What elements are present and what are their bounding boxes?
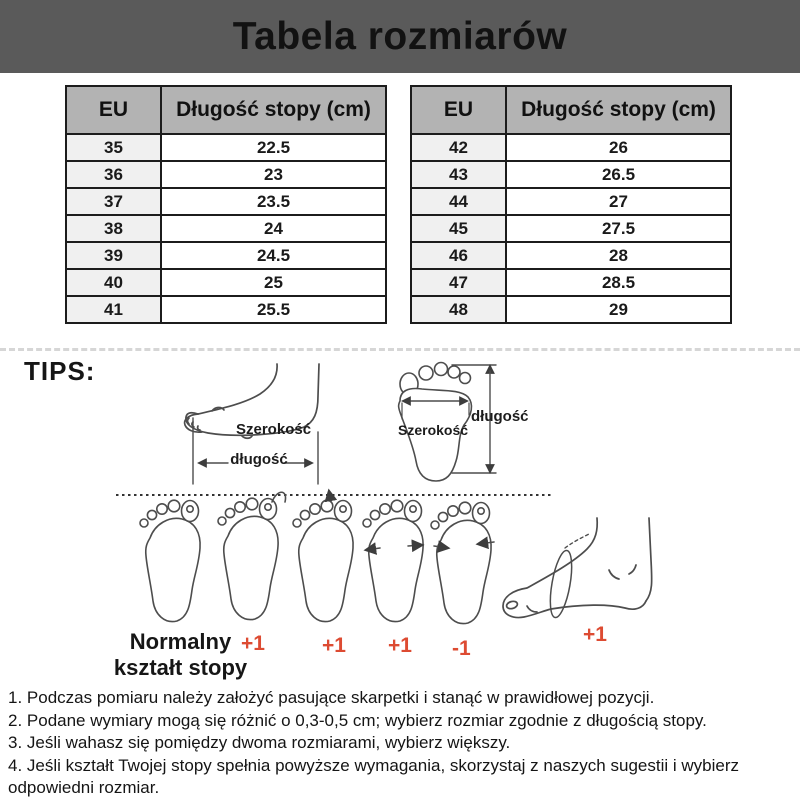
- foot-length-cell: 25.5: [161, 296, 386, 323]
- foot-shapes-illustration: [112, 486, 668, 638]
- table-row: [66, 269, 386, 296]
- foot-length-cell: 26: [506, 134, 731, 161]
- eu-size-cell: 48: [411, 296, 506, 323]
- table-row: [66, 296, 386, 323]
- table-row: [411, 269, 731, 296]
- table-row: [66, 188, 386, 215]
- foot-length-cell: 28: [506, 242, 731, 269]
- eu-size-cell: 47: [411, 269, 506, 296]
- eu-size-cell: 40: [66, 269, 161, 296]
- foot-length-cell: 24.5: [161, 242, 386, 269]
- foot-length-cell: 26.5: [506, 161, 731, 188]
- instruction-item-2: 2. Podane wymiary mogą się różnić o 0,3-0,5 cm; wybierz rozmiar zgodnie z długością stopy.: [8, 710, 707, 730]
- eu-size-cell: 37: [66, 188, 161, 215]
- eu-size-cell: 45: [411, 215, 506, 242]
- foot-length-cell: 22.5: [161, 134, 386, 161]
- page-title: Tabela rozmiarów: [232, 14, 568, 58]
- table-row: [411, 296, 731, 323]
- size-adjustment-label: +1: [583, 623, 607, 646]
- normal-foot-shape-label-line1: Normalny: [129, 629, 232, 654]
- side-width-label: Szerokość: [236, 421, 312, 438]
- tips-heading: TIPS:: [24, 356, 96, 386]
- table-header-row: [411, 86, 731, 134]
- foot-length-cell: 24: [161, 215, 386, 242]
- eu-size-cell: 35: [66, 134, 161, 161]
- size-adjustment-label: -1: [452, 637, 471, 660]
- foot-length-cell: 23.5: [161, 188, 386, 215]
- table-row: [66, 134, 386, 161]
- size-adjustment-label: +1: [388, 634, 412, 657]
- foot-length-cell: 23: [161, 161, 386, 188]
- normal-foot-shape-label-line2: kształt stopy: [113, 655, 248, 680]
- section-divider: [0, 348, 800, 351]
- normal-foot-shape-label: [103, 629, 258, 681]
- foot-length-cell: 28.5: [506, 269, 731, 296]
- table-row: [411, 161, 731, 188]
- instruction-item-4: 4. Jeśli kształt Twojej stopy spełnia powyższe wymagania, skorzystaj z naszych sugestii i wybierz odpowiedni rozmiar.: [8, 755, 739, 797]
- sole-width-label: Szerokość: [398, 422, 469, 438]
- table-header-row: [66, 86, 386, 134]
- eu-size-cell: 39: [66, 242, 161, 269]
- table-row: [411, 188, 731, 215]
- eu-size-cell: 38: [66, 215, 161, 242]
- table-row: [411, 134, 731, 161]
- size-adjustment-label: +1: [322, 634, 346, 657]
- table-row: [66, 242, 386, 269]
- column-header-eu: EU: [66, 86, 161, 134]
- eu-size-cell: 43: [411, 161, 506, 188]
- sole-length-label: długość: [471, 408, 529, 425]
- foot-length-cell: 25: [161, 269, 386, 296]
- side-length-label: długość: [230, 451, 288, 468]
- table-row: [411, 215, 731, 242]
- title-banner: [0, 0, 800, 73]
- foot-girth-side-view: [503, 518, 652, 619]
- eu-size-cell: 36: [66, 161, 161, 188]
- eu-size-cell: 42: [411, 134, 506, 161]
- column-header-foot-length: Długość stopy (cm): [506, 86, 731, 134]
- size-adjustment-label: +1: [241, 632, 265, 655]
- size-table-eu-42-48: [410, 85, 732, 324]
- measurement-instructions: [8, 687, 796, 800]
- eu-size-cell: 46: [411, 242, 506, 269]
- table-row: [66, 161, 386, 188]
- foot-length-cell: 29: [506, 296, 731, 323]
- column-header-eu: EU: [411, 86, 506, 134]
- size-table-eu-35-41: [65, 85, 387, 324]
- instruction-item-1: 1. Podczas pomiaru należy założyć pasujące skarpetki i stanąć w prawidłowej pozycji.: [8, 688, 655, 707]
- eu-size-cell: 44: [411, 188, 506, 215]
- instruction-item-3: 3. Jeśli wahasz się pomiędzy dwoma rozmiarami, wybierz większy.: [8, 733, 511, 752]
- foot-length-cell: 27.5: [506, 215, 731, 242]
- eu-size-cell: 41: [66, 296, 161, 323]
- table-row: [66, 215, 386, 242]
- foot-length-cell: 27: [506, 188, 731, 215]
- column-header-foot-length: Długość stopy (cm): [161, 86, 386, 134]
- table-row: [411, 242, 731, 269]
